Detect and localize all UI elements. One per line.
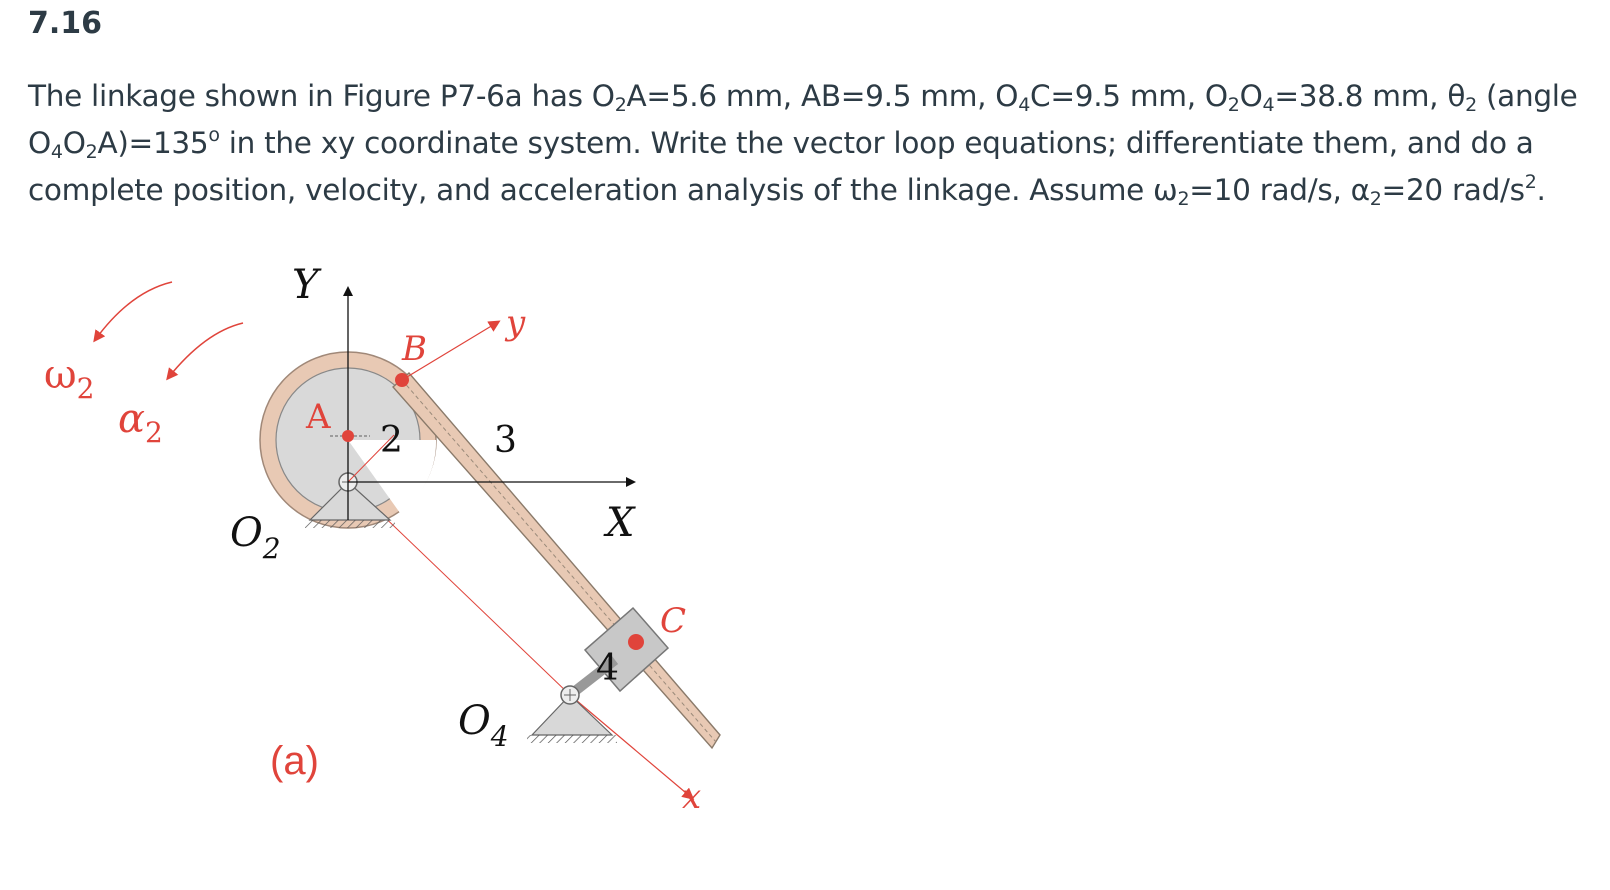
problem-line-3 [28,167,1588,214]
label-a: A [306,397,331,437]
label-y-link: y [506,303,526,343]
label-alpha-sub: 2 [145,416,163,449]
label-b: B [402,329,427,369]
ground-o4-hatch [527,735,617,743]
text-run: O [28,126,51,160]
superscript: o [208,124,220,146]
problem-line-2 [28,120,1588,167]
label-o2-main: O [230,510,263,556]
text-run: . [1536,173,1546,207]
subscript: 2 [1465,94,1477,116]
text-run: (angle [1476,79,1578,113]
label-o2-sub: 2 [262,532,281,565]
label-x-global: X [606,500,635,546]
text-run: =10 rad/s, α [1189,173,1370,207]
text-run: C=9.5 mm, O [1030,79,1228,113]
subscript: 4 [50,141,63,163]
subscript: 2 [614,94,627,116]
text-run: The linkage shown in Figure P7-6a has O [28,79,615,113]
label-o4 [458,698,509,753]
label-alpha [118,396,163,449]
text-run: O [1239,79,1263,113]
subscript: 2 [1227,94,1240,116]
subscript: 4 [1018,94,1031,116]
label-alpha-main: α [118,396,146,442]
text-run: complete position, velocity, and acceleration analysis of the linkage. Assume ω [28,173,1178,207]
point-b [395,373,409,387]
text-run: A)=135 [97,126,209,160]
x-axis [570,695,692,798]
label-o2 [230,510,281,565]
problem-statement [28,73,1588,214]
label-link-2: 2 [380,420,403,461]
label-x-link: x [682,777,702,817]
label-link-3: 3 [494,420,517,461]
text-run: =38.8 mm, θ [1274,79,1466,113]
label-c: C [660,601,687,641]
text-run: A=5.6 mm, AB=9.5 mm, O [626,79,1019,113]
linkage-figure [0,230,760,860]
omega-arrow [95,282,172,340]
ground-o2-hatch [305,520,395,528]
point-a [342,430,354,442]
problem-line-1 [28,73,1588,120]
coupler-link [393,373,720,748]
text-run: =20 rad/s [1381,173,1525,207]
text-run: O [62,126,86,160]
label-o4-main: O [458,698,491,744]
problem-number: 7.16 [28,6,103,41]
superscript: 2 [1524,171,1537,193]
label-omega-main: ω [44,352,77,398]
subscript: 2 [1369,188,1382,210]
label-y-global: Y [292,262,319,308]
point-c [628,634,644,650]
alpha-arrow [168,323,243,378]
label-omega-sub: 2 [76,372,95,405]
label-link-4: 4 [596,648,619,689]
subscript: 2 [85,141,98,163]
coupler-centerline [402,380,716,742]
figure-caption: (a) [270,739,319,783]
text-run: in the xy coordinate system. Write the vector loop equations; differentiate them, and do a [219,126,1534,160]
label-omega [44,352,94,405]
subscript: 4 [1262,94,1275,116]
subscript: 2 [1177,188,1190,210]
label-o4-sub: 4 [490,720,509,753]
